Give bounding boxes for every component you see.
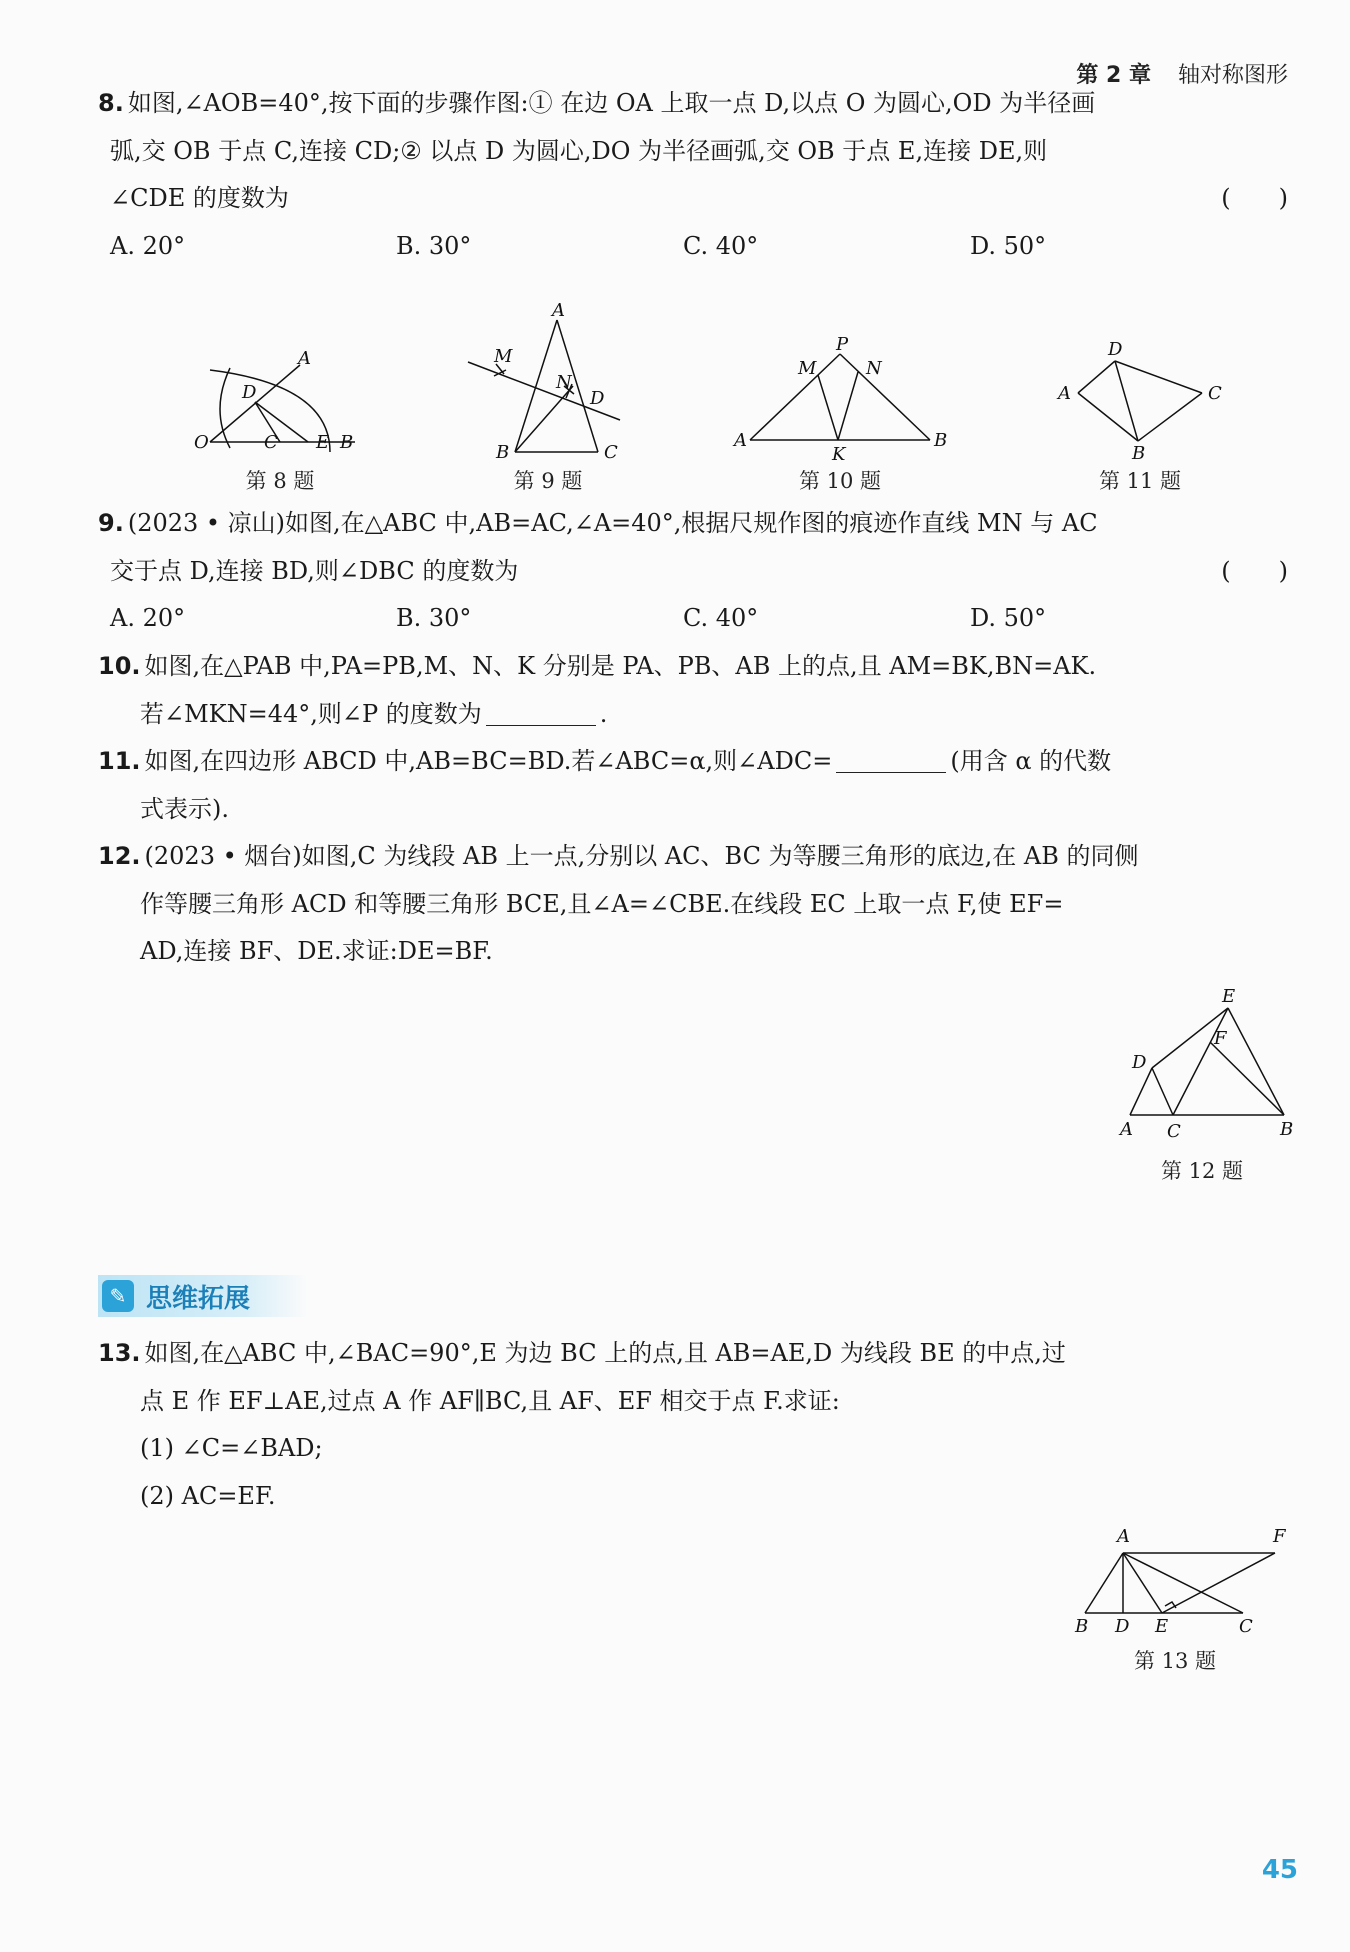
options — [98, 223, 1288, 270]
point-label: D — [1115, 1616, 1130, 1637]
question-part: (1) ∠C=∠BAD; — [140, 1434, 323, 1462]
point-label: K — [832, 444, 846, 465]
point-label: C — [604, 442, 618, 463]
figure-9 — [460, 300, 640, 469]
point-label: M — [798, 358, 817, 379]
question-text: 点 E 作 EF⊥AE,过点 A 作 AF∥BC,且 AF、EF 相交于点 F.求证: — [140, 1386, 840, 1415]
question-text: 如图,在四边形 ABCD 中,AB=BC=BD.若∠ABC=α,则∠ADC= — [144, 747, 833, 775]
question-number: 11. — [98, 747, 141, 775]
option-a: A. 20° — [110, 231, 186, 260]
question-number: 13. — [98, 1339, 141, 1367]
option-d: D. 50° — [970, 604, 1047, 632]
figure-12 — [1110, 980, 1300, 1144]
point-label: E — [1222, 986, 1236, 1007]
point-label: C — [1208, 383, 1222, 404]
figure-8-caption: 第 8 题 — [245, 469, 315, 493]
point-label: E — [1155, 1616, 1169, 1637]
question-number: 8. — [98, 89, 124, 117]
question-text: . — [599, 699, 608, 728]
chapter-number: 第 2 章 — [1076, 63, 1151, 88]
chapter-title: 轴对称图形 — [1177, 63, 1288, 88]
question-12 — [98, 833, 1288, 976]
option-c: C. 40° — [683, 604, 759, 632]
question-11 — [98, 738, 1288, 833]
figure-11-caption: 第 11 题 — [1098, 469, 1182, 493]
question-text: (2023 • 凉山)如图,在△ABC 中,AB=AC,∠A=40°,根据尺规作图的痕迹作直线 MN 与 AC — [127, 509, 1098, 537]
question-number: 9. — [98, 509, 124, 537]
option-d: D. 50° — [970, 231, 1047, 260]
question-8 — [98, 80, 1288, 270]
point-label: A — [298, 348, 311, 369]
option-b: B. 30° — [396, 604, 472, 632]
answer-blank[interactable] — [836, 742, 946, 773]
point-label: C — [1167, 1121, 1181, 1140]
question-text: 交于点 D,连接 BD,则∠DBC 的度数为 — [110, 556, 519, 585]
point-label: D — [1132, 1052, 1147, 1073]
point-label: C — [264, 432, 278, 453]
figure-12-caption: 第 12 题 — [1160, 1159, 1244, 1183]
point-label: N — [556, 372, 572, 393]
question-text: (用含 α 的代数 — [950, 747, 1112, 775]
point-label: A — [552, 300, 565, 321]
figure-11 — [1050, 335, 1230, 469]
answer-blank[interactable] — [486, 695, 596, 726]
figure-13 — [1065, 1518, 1295, 1642]
question-text: 弧,交 OB 于点 C,连接 CD;② 以点 D 为圆心,DO 为半径画弧,交 OB 于点 E,连接 DE,则 — [110, 136, 1048, 165]
point-label: D — [242, 382, 257, 403]
question-text: 如图,在△ABC 中,∠BAC=90°,E 为边 BC 上的点,且 AB=AE,D 为线段 BE 的中点,过 — [144, 1339, 1066, 1367]
question-text: (2023 • 烟台)如图,C 为线段 AB 上一点,分别以 AC、BC 为等腰三角形的底边,在 AB 的同侧 — [144, 842, 1139, 870]
point-label: F — [1273, 1526, 1286, 1547]
figure-9-caption: 第 9 题 — [513, 469, 583, 493]
figure-10-caption: 第 10 题 — [798, 469, 882, 493]
point-label: N — [866, 358, 882, 379]
point-label: B — [1132, 443, 1146, 464]
question-10 — [98, 643, 1288, 738]
option-a: A. 20° — [110, 604, 186, 632]
question-text: 若∠MKN=44°,则∠P 的度数为 — [140, 699, 482, 728]
figure-13-caption: 第 13 题 — [1133, 1649, 1217, 1673]
question-text: 如图,在△PAB 中,PA=PB,M、N、K 分别是 PA、PB、AB 上的点,且 AM=BK,BN=AK. — [144, 652, 1097, 680]
point-label: E — [316, 432, 330, 453]
question-text: AD,连接 BF、DE.求证:DE=BF. — [140, 937, 493, 965]
question-9 — [98, 500, 1288, 642]
figure-10 — [730, 330, 950, 469]
section-title: 思维拓展 — [146, 1284, 251, 1314]
point-label: B — [1280, 1119, 1294, 1140]
question-number: 12. — [98, 842, 141, 870]
point-label: B — [934, 430, 948, 451]
question-number: 10. — [98, 652, 141, 680]
point-label: A — [734, 430, 747, 451]
figure-8 — [190, 340, 370, 464]
page-number: 45 — [1261, 1855, 1298, 1885]
question-text: 式表示). — [140, 794, 229, 823]
point-label: B — [1075, 1616, 1089, 1637]
point-label: A — [1058, 383, 1071, 404]
question-text: 作等腰三角形 ACD 和等腰三角形 BCE,且∠A=∠CBE.在线段 EC 上取一点 F,使 EF= — [140, 889, 1064, 918]
point-label: M — [494, 346, 513, 367]
point-label: A — [1120, 1119, 1133, 1140]
question-part: (2) AC=EF. — [140, 1481, 276, 1510]
question-text: 如图,∠AOB=40°,按下面的步骤作图:① 在边 OA 上取一点 D,以点 O 为圆心,OD 为半径画 — [127, 89, 1096, 117]
point-label: D — [1108, 339, 1123, 360]
point-label: B — [340, 432, 354, 453]
answer-paren: ( ) — [1221, 184, 1288, 212]
point-label: C — [1239, 1616, 1253, 1637]
point-label: P — [836, 334, 849, 355]
point-label: O — [194, 432, 209, 453]
point-label: B — [496, 442, 510, 463]
section-header — [98, 1275, 308, 1317]
question-13 — [98, 1330, 1288, 1520]
point-label: A — [1117, 1526, 1130, 1547]
option-b: B. 30° — [396, 231, 472, 260]
answer-paren: ( ) — [1221, 556, 1288, 585]
point-label: F — [1214, 1028, 1227, 1049]
options — [98, 595, 1288, 642]
question-text: ∠CDE 的度数为 — [110, 184, 289, 212]
point-label: D — [590, 388, 605, 409]
edit-icon: ✎ — [102, 1280, 134, 1312]
option-c: C. 40° — [683, 231, 759, 260]
